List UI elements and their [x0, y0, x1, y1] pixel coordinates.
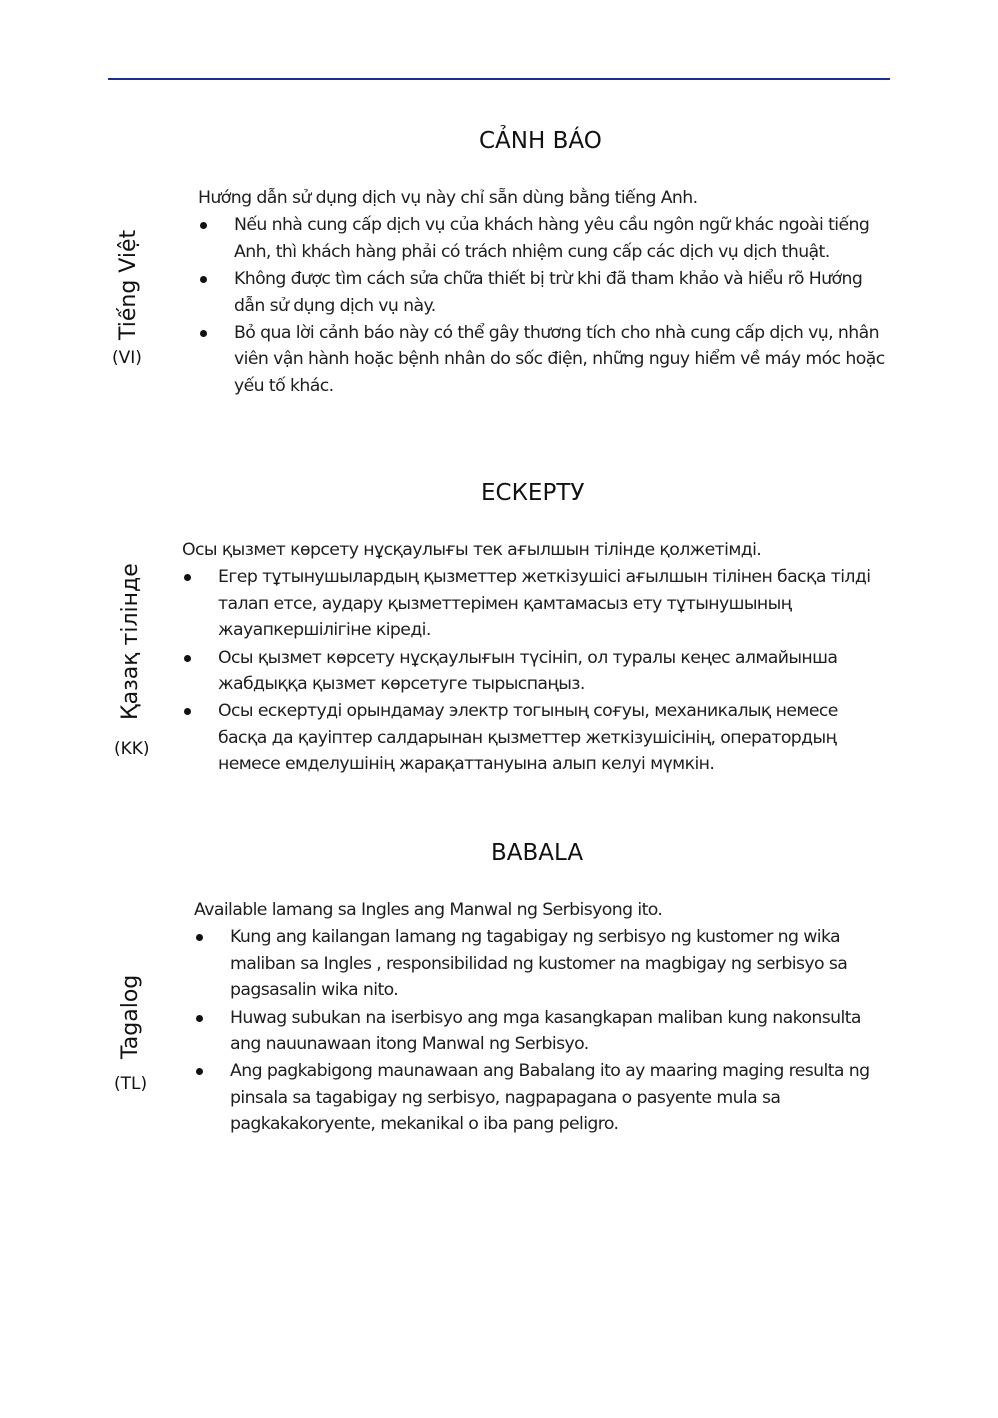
list-item — [182, 564, 888, 643]
bullet-icon — [200, 222, 207, 229]
list-item — [194, 924, 888, 1003]
list-item — [182, 698, 888, 777]
bullet-text: Егер тұтынушылардың қызметтер жеткізушісі ағылшын тілінен басқа тілді талап етсе, аудару қызметтерімен қамтамасыз ету тұтынушының жауапкершілігіне кіреді. — [218, 567, 871, 641]
bullet-text: Bỏ qua lời cảnh báo này có thể gây thương tích cho nhà cung cấp dịch vụ, nhân viên vận hành hoặc bệnh nhân do sốc điện, những nguy hiểm về máy móc hoặc yếu tố khác. — [234, 323, 885, 396]
language-code: (KK) — [114, 739, 150, 759]
language-code: (VI) — [112, 348, 142, 368]
language-label-vi — [112, 228, 176, 368]
bullet-icon — [184, 655, 191, 662]
language-name: Tagalog — [118, 974, 143, 1059]
warning-body — [194, 897, 888, 1139]
bullet-text: Осы ескертуді орындамау электр тогының соғуы, механикалық немесе басқа да қауіптер салдарынан қызметтер жеткізушісінің, оператордың немесе емделушінің жарақаттануына алып келуі мүмкін. — [218, 701, 838, 775]
bullet-icon — [200, 330, 207, 337]
bullet-text: Nếu nhà cung cấp dịch vụ của khách hàng yêu cầu ngôn ngữ khác ngoài tiếng Anh, thì khách hàng phải có trách nhiệm cung cấp các dịch vụ dịch thuật. — [234, 215, 870, 262]
intro-text: Available lamang sa Ingles ang Manwal ng Serbisyong ito. — [194, 900, 663, 920]
list-item — [198, 320, 888, 399]
warning-body — [198, 185, 888, 400]
warning-heading: CẢNH BÁO — [479, 128, 602, 154]
language-label-kk — [114, 558, 178, 768]
bullet-list — [182, 564, 888, 777]
bullet-icon — [184, 708, 191, 715]
bullet-icon — [196, 1068, 203, 1075]
intro-text: Осы қызмет көрсету нұсқаулығы тек ағылшын тілінде қолжетімді. — [182, 540, 762, 560]
language-name: Қазақ тілінде — [118, 563, 143, 720]
bullet-icon — [196, 1015, 203, 1022]
list-item — [198, 266, 888, 319]
bullet-text: Huwag subukan na iserbisyo ang mga kasangkapan maliban kung nakonsulta ang nauunawaan itong Manwal ng Serbisyo. — [230, 1007, 861, 1055]
warning-heading: BABALA — [491, 840, 584, 866]
bullet-icon — [184, 574, 191, 581]
bullet-icon — [196, 934, 203, 941]
language-code: (TL) — [114, 1074, 148, 1094]
language-name: Tiếng Việt — [116, 229, 141, 340]
list-item — [198, 212, 888, 265]
bullet-icon — [200, 276, 207, 283]
bullet-text: Ang pagkabigong maunawaan ang Babalang ito ay maaring maging resulta ng pinsala sa tagabigay ng serbisyo, nagpapagana o pasyente mula sa pagkakakoryente, mekanikal o iba pang peligro. — [230, 1061, 870, 1135]
bullet-list — [194, 924, 888, 1137]
bullet-text: Осы қызмет көрсету нұсқаулығын түсініп, ол туралы кеңес алмайынша жабдыққа қызмет көрсетуге тырыспаңыз. — [218, 647, 838, 695]
warning-heading: ЕСКЕРТУ — [481, 480, 585, 506]
bullet-list — [198, 212, 888, 399]
intro-text: Hướng dẫn sử dụng dịch vụ này chỉ sẵn dùng bằng tiếng Anh. — [198, 188, 698, 208]
list-item — [182, 645, 888, 698]
header-rule — [108, 78, 890, 80]
list-item — [194, 1005, 888, 1058]
bullet-text: Không được tìm cách sửa chữa thiết bị trừ khi đã tham khảo và hiểu rõ Hướng dẫn sử dụng dịch vụ này. — [234, 269, 863, 316]
warning-body — [182, 537, 888, 779]
bullet-text: Kung ang kailangan lamang ng tagabigay ng serbisyo ng kustomer ng wika maliban sa Ingles , responsibilidad ng kustomer na magbigay ng serbisyo sa pagsasalin wika nito. — [230, 927, 848, 1001]
language-label-tl — [114, 965, 178, 1095]
list-item — [194, 1058, 888, 1137]
